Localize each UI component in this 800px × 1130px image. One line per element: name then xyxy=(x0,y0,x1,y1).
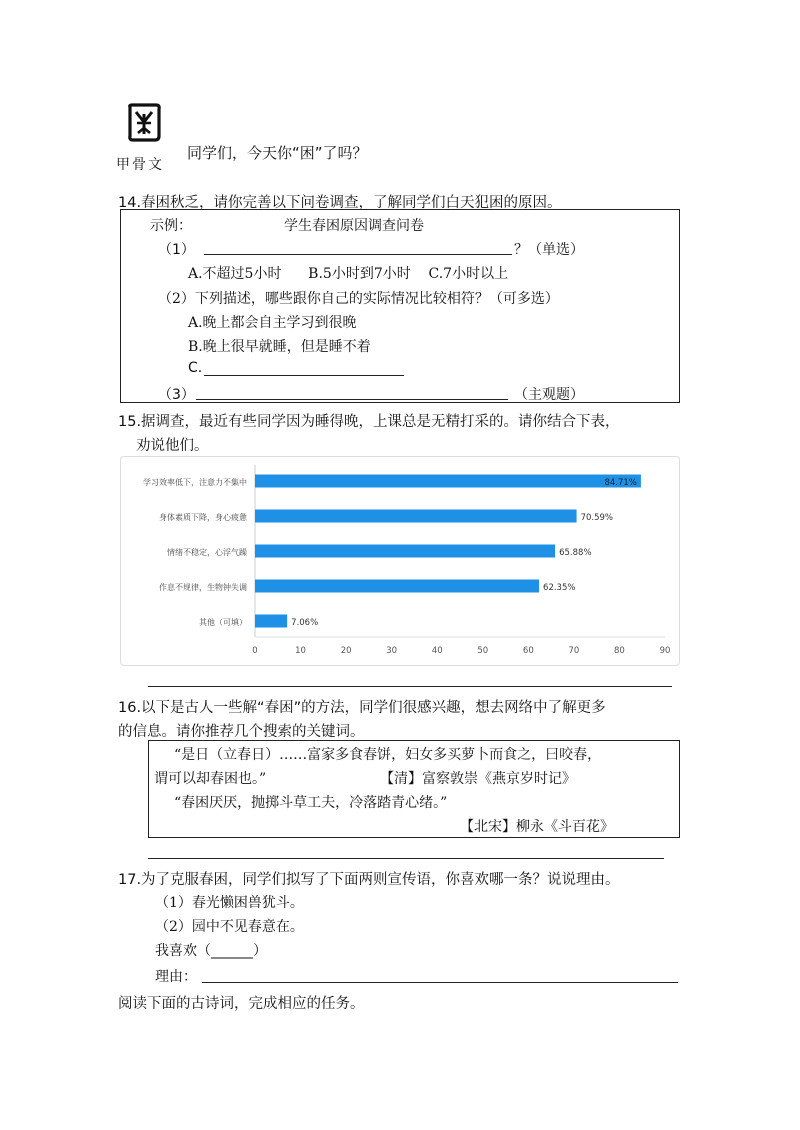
q16-prompt-line2: 的信息。请你推荐几个搜索的关键词。 xyxy=(118,724,365,740)
quote1-line1: “是日（立春日）……富家多食春饼，妇女多买萝卜而食之，曰咬春， xyxy=(174,747,602,763)
survey-title: 学生春困原因调查问卷 xyxy=(284,218,424,234)
example-label: 示例： xyxy=(150,218,192,234)
chart-bar xyxy=(255,580,539,593)
item1-blank[interactable] xyxy=(204,254,512,255)
chart-category-label: 其他（可填） xyxy=(199,618,247,627)
chart-x-tick-label: 70 xyxy=(568,646,580,656)
chart-data-label: 62.35% xyxy=(543,583,576,593)
item1-number: （1） xyxy=(158,242,195,258)
chart-data-label: 84.71% xyxy=(604,478,637,488)
chart-x-tick-label: 50 xyxy=(477,646,489,656)
chart-data-label: 70.59% xyxy=(580,513,613,523)
q14-prompt: 14.春困秋乏，请你完善以下问卷调查，了解同学们白天犯困的原因。 xyxy=(118,195,562,211)
chart-x-tick-label: 10 xyxy=(295,646,306,656)
intro-heading: 同学们，今天你“困”了吗？ xyxy=(187,144,368,162)
quote2-line1: “春困厌厌，抛掷斗草工夫，冷落踏青心绪。” xyxy=(174,795,448,811)
item2-option-b: B.晚上很早就睡，但是睡不着 xyxy=(188,339,371,355)
q17-reason-label: 理由： xyxy=(155,969,197,985)
chart-data-label: 7.06% xyxy=(291,618,319,628)
q17-prompt: 17.为了克服春困，同学们拟写了下面两则宣传语，你喜欢哪一条？说说理由。 xyxy=(118,872,620,888)
chart-x-tick-label: 40 xyxy=(431,646,443,656)
chart-bar xyxy=(255,615,287,628)
chart-x-tick-label: 80 xyxy=(614,646,625,656)
q17-option2: （2）园中不见春意在。 xyxy=(155,919,304,935)
bar-chart xyxy=(121,457,679,665)
q16-answer-line[interactable] xyxy=(148,858,664,859)
chart-category-label: 情绪不稳定，心浮气躁 xyxy=(167,548,247,557)
chart-x-tick-label: 60 xyxy=(522,646,534,656)
chart-x-tick-label: 30 xyxy=(386,646,398,656)
item2-option-c: C. xyxy=(188,360,203,376)
item3-number: （3） xyxy=(158,387,195,403)
chart-bar xyxy=(255,510,577,523)
chart-x-tick-label: 0 xyxy=(252,646,258,656)
item1-suffix: ？（单选） xyxy=(514,242,584,258)
q17-like: 我喜欢（______） xyxy=(155,943,267,959)
chart-category-label: 作息不规律，生物钟失调 xyxy=(159,583,247,592)
q17-reason-blank[interactable] xyxy=(202,982,678,983)
item1-options: A.不超过5小时 B.5小时到7小时 C.7小时以上 xyxy=(188,266,509,282)
quote1-source: 【清】富察敦崇《燕京岁时记》 xyxy=(380,771,576,787)
item2-question: （2）下列描述，哪些跟你自己的实际情况比较相符？（可多选） xyxy=(158,291,559,307)
q15-prompt-line1: 15.据调查，最近有些同学因为睡得晚，上课总是无精打采的。请你结合下表， xyxy=(118,414,620,430)
chart-data-label: 65.88% xyxy=(559,548,592,558)
quote1-line2: 谓可以却春困也。” xyxy=(154,771,267,787)
oracle-bone-glyph-icon xyxy=(126,102,164,144)
oracle-bone-label: 甲骨文 xyxy=(116,157,164,173)
chart-x-tick-label: 90 xyxy=(659,646,671,656)
q15-answer-line[interactable] xyxy=(148,686,672,687)
item2-option-a: A.晚上都会自主学习到很晚 xyxy=(188,315,357,331)
chart-category-label: 学习效率低下，注意力不集中 xyxy=(143,478,247,487)
item3-suffix: （主观题） xyxy=(514,387,584,403)
chart-category-label: 身体素质下降，身心疲惫 xyxy=(159,513,247,522)
quote2-source: 【北宋】柳永《斗百花》 xyxy=(460,819,614,835)
chart-frame xyxy=(120,456,680,666)
q17-option1: （1）春光懒困兽犹斗。 xyxy=(155,895,304,911)
q16-prompt-line1: 16.以下是古人一些解“春困”的方法，同学们很感兴趣，想去网络中了解更多 xyxy=(118,700,606,716)
reading-instruction: 阅读下面的古诗词，完成相应的任务。 xyxy=(118,996,365,1012)
item3-blank[interactable] xyxy=(196,399,508,400)
chart-bar xyxy=(255,475,641,488)
item2-option-c-blank[interactable] xyxy=(204,375,404,376)
chart-bar xyxy=(255,545,555,558)
chart-x-tick-label: 20 xyxy=(340,646,352,656)
q15-prompt-line2: 劝说他们。 xyxy=(136,438,209,454)
